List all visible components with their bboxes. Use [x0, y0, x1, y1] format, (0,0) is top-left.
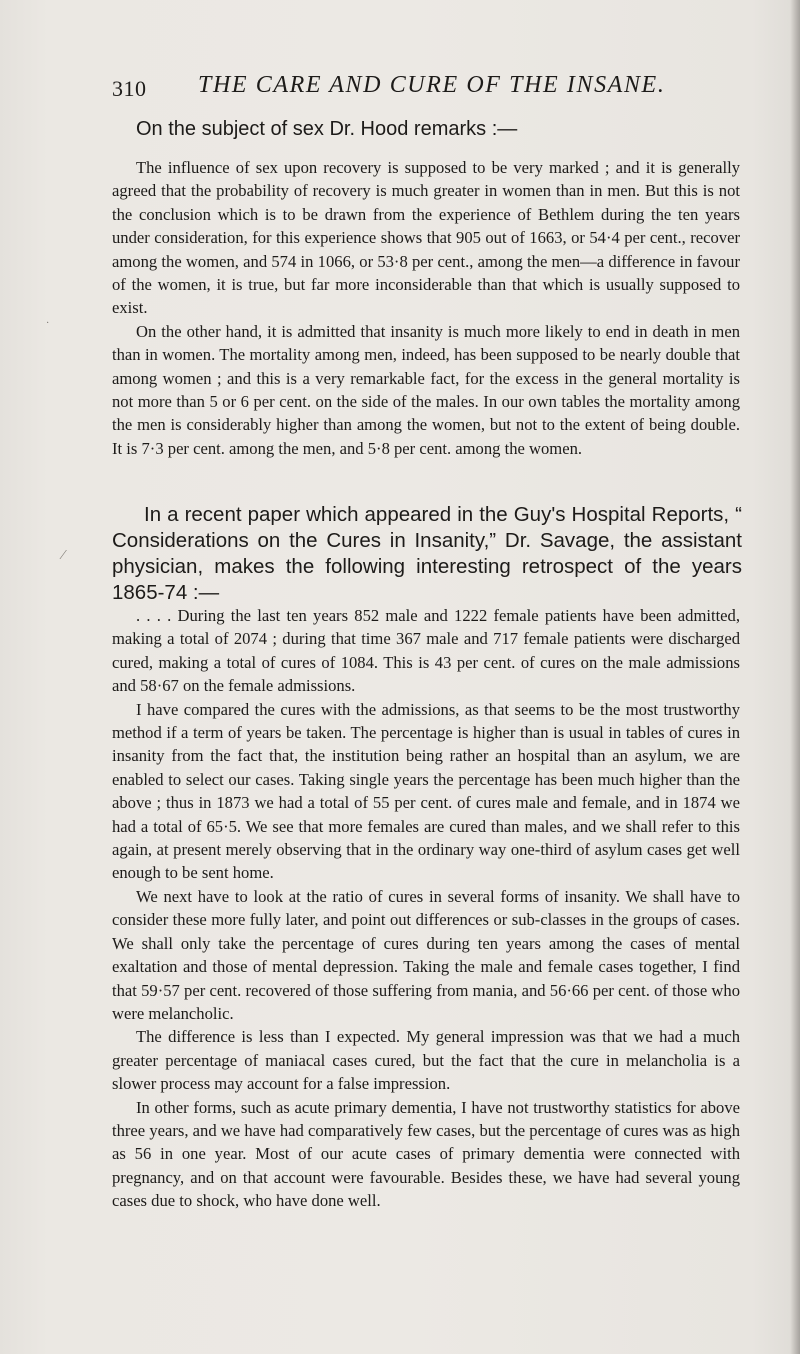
paragraph: The difference is less than I expected. My general impression was that we had a much greater percentage of maniacal cases cured, but the fact that the cure in melancholia is a slower process may account for a false impression. — [112, 1027, 740, 1094]
paragraph: . . . . During the last ten years 852 male and 1222 female patients have been admitted, making a total of 2074 ; during that time 367 male and 717 female patients were discharged cured, making a total of cures of 1084. This is 43 per cent. of cures on the male admissions and 58·67 on the female admissions. — [112, 606, 740, 696]
paragraph: The influence of sex upon recovery is supposed to be very marked ; and it is generally agreed that the probability of recovery is much greater in women than in men. But this is not the conclusion which is to be drawn from the experience of Bethlem during the ten years under consideration, for this experience shows that 905 out of 1663, or 54·4 per cent., recover among the women, and 574 in 1066, or 53·8 per cent., among the men—a difference in favour of the women, it is true, but far more inconsiderable than that which is usually supposed to exist. — [112, 158, 740, 318]
quotation-savage — [112, 604, 740, 1213]
lead-paragraph: In a recent paper which appeared in the Guy's Hospital Reports, “ Considerations on the Cures in Insanity,” Dr. Savage, the assistant physician, makes the following interesting retrospect of the years 1865-74 :— — [112, 503, 742, 604]
paragraph: In other forms, such as acute primary dementia, I have not trustworthy statistics for above three years, and we have had comparatively few cases, but the percentage of cures was as high as 56 in one year. Most of our acute cases of primary dementia were connected with pregnancy, and on that account were favourable. Besides these, we have had several young cases due to shock, who have done well. — [112, 1097, 740, 1211]
paragraph: I have compared the cures with the admissions, as that seems to be the most trustworthy method if a term of years be taken. The percentage is higher than is usual in tables of cures in insanity from the fact that, the institution being rather an hospital than an asylum, we are enabled to select our cases. Taking single years the percentage has been much higher than the above ; thus in 1873 we had a total of 55 per cent. of cures male and female, and in 1874 we had a total of 65·5. We see that more females are cured than males, and we shall refer to this again, at present merely observing that in the ordinary way one-third of asylum cases get well enough to be sent home. — [112, 699, 740, 883]
margin-pencil-mark: ⁄ — [62, 548, 65, 563]
page-header — [112, 72, 752, 108]
intro-line: On the subject of sex Dr. Hood remarks :— — [136, 118, 518, 140]
margin-speck: · — [46, 318, 50, 329]
page-number: 310 — [112, 76, 147, 101]
page-edge-shadow — [790, 0, 800, 1354]
paragraph: On the other hand, it is admitted that insanity is much more likely to end in death in men than in women. The mortality among men, indeed, has been supposed to be nearly double that among women ; and this is a very remarkable fact, for the excess in the general mortality is not more than 5 or 6 per cent. on the side of the males. In our own tables the mortality among the men is considerably higher than among the women, but not to the extent of being double. It is 7·3 per cent. among the men, and 5·8 per cent. among the women. — [112, 321, 740, 458]
quotation-hood — [112, 156, 740, 460]
running-title: THE CARE AND CURE OF THE INSANE. — [198, 72, 666, 98]
paragraph: We next have to look at the ratio of cures in several forms of insanity. We shall have to consider these more fully later, and point out differences or sub-classes in the groups of cases. We shall only take the percentage of cures during ten years among the cases of mental exaltation and those of mental depression. Taking the male and female cases together, I find that 59·57 per cent. recovered of those suffering from mania, and 56·66 per cent. of those who were melancholic. — [112, 886, 740, 1023]
